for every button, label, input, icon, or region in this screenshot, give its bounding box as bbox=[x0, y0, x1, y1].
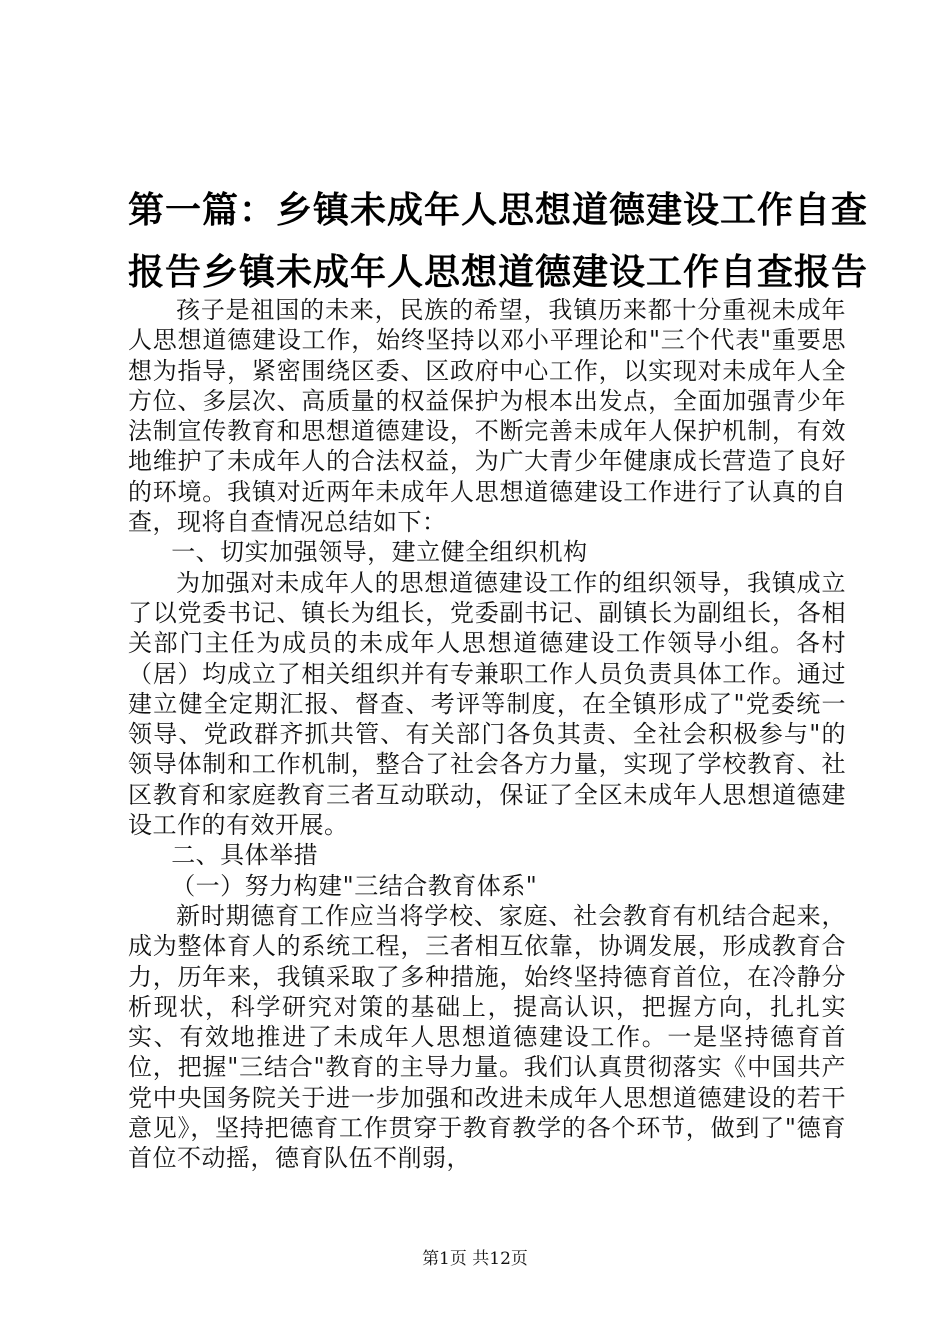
title-line-1: 第一篇：乡镇未成年人思想道德建设工作自查 bbox=[128, 190, 869, 231]
document-body bbox=[128, 295, 846, 1174]
document-title bbox=[128, 180, 869, 304]
paragraph-section-1: 为加强对未成年人的思想道德建设工作的组织领导，我镇成立了以党委书记、镇长为组长，党委副书记、副镇长为副组长，各相关部门主任为成员的未成年人思想道德建设工作领导小组。各村（居）均成立了相关组织并有专兼职工作人员负责具体工作。通过建立健全定期汇报、督查、考评等制度，在全镇形成了"党委统一领导、党政群齐抓共管、有关部门各负其责、全社会积极参与"的领导体制和工作机制，整合了社会各方力量，实现了学校教育、社区教育和家庭教育三者互动联动，保证了全区未成年人思想道德建设工作的有效开展。 bbox=[128, 568, 846, 840]
subsection-heading-1: （一）努力构建"三结合教育体系" bbox=[171, 871, 538, 900]
paragraph-intro: 孩子是祖国的未来，民族的希望，我镇历来都十分重视未成年人思想道德建设工作，始终坚持以邓小平理论和"三个代表"重要思想为指导，紧密围绕区委、区政府中心工作，以实现对未成年人全方位、多层次、高质量的权益保护为根本出发点，全面加强青少年法制宣传教育和思想道德建设，不断完善未成年人保护机制，有效地维护了未成年人的合法权益，为广大青少年健康成长营造了良好的环境。我镇对近两年未成年人思想道德建设工作进行了认真的自查，现将自查情况总结如下： bbox=[128, 296, 846, 537]
section-heading-2: 二、具体举措 bbox=[171, 841, 319, 870]
section-heading-1: 一、切实加强领导，建立健全组织机构 bbox=[171, 538, 588, 567]
page-footer: 第1页 共12页 bbox=[422, 1249, 528, 1269]
paragraph-subsection-1: 新时期德育工作应当将学校、家庭、社会教育有机结合起来，成为整体育人的系统工程，三者相互依靠，协调发展，形成教育合力，历年来，我镇采取了多种措施，始终坚持德育首位，在冷静分析现状，科学研究对策的基础上，提高认识，把握方向，扎扎实实、有效地推进了未成年人思想道德建设工作。一是坚持德育首位，把握"三结合"教育的主导力量。我们认真贯彻落实《中国共产党中央国务院关于进一步加强和改进未成年人思想道德建设的若干意见》，坚持把德育工作贯穿于教育教学的各个环节，做到了"德育首位不动摇，德育队伍不削弱， bbox=[128, 901, 846, 1173]
title-line-2: 报告乡镇未成年人思想道德建设工作自查报告 bbox=[128, 252, 869, 293]
